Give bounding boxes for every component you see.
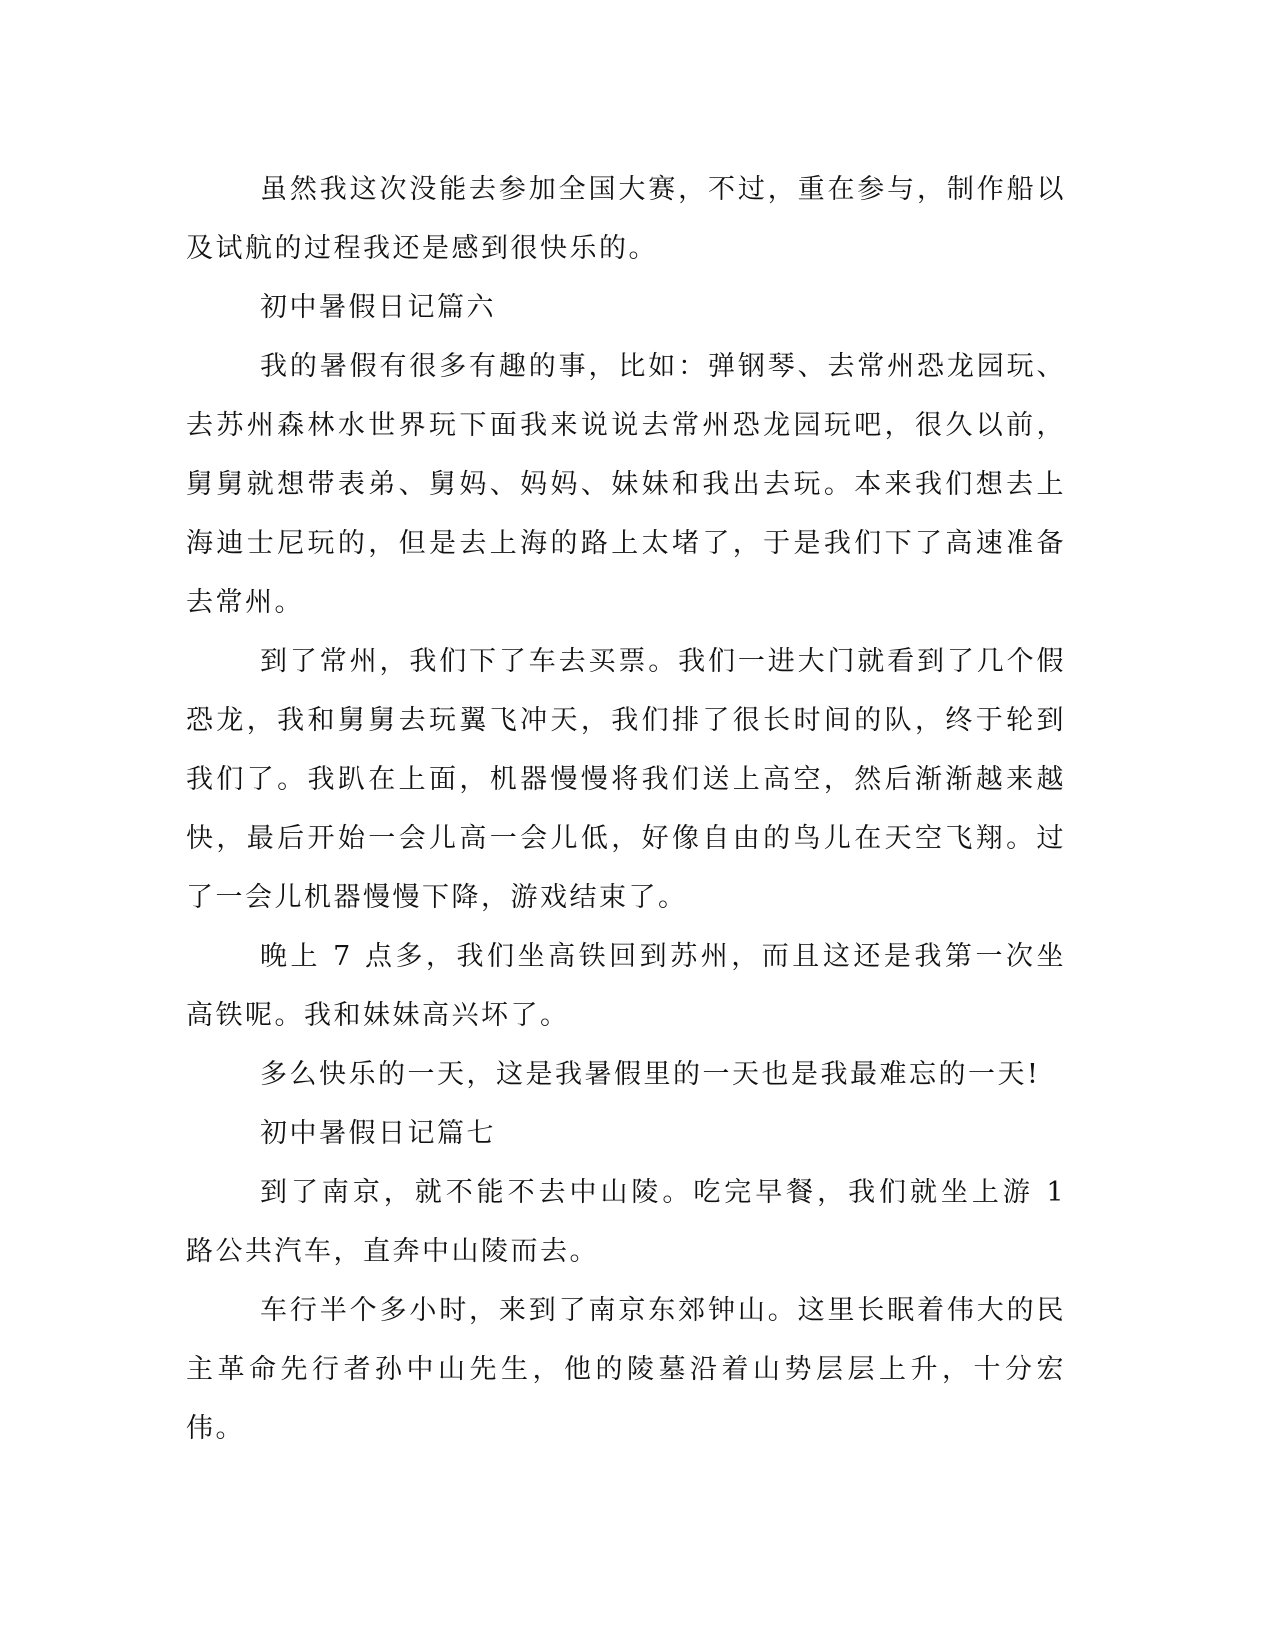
paragraph-zhongshan-mausoleum: 车行半个多小时，来到了南京东郊钟山。这里长眠着伟大的民主革命先行者孙中山先生，他的陵墓沿着山势层层上升，十分宏伟。 xyxy=(186,1295,1066,1444)
paragraph-nanjing-bus: 到了南京，就不能不去中山陵。吃完早餐，我们就坐上游 1 路公共汽车，直奔中山陵而去。 xyxy=(186,1177,1066,1267)
paragraph-changzhou-dinosaur-park: 到了常州，我们下了车去买票。我们一进大门就看到了几个假恐龙，我和舅舅去玩翼飞冲天，我们排了很长时间的队，终于轮到我们了。我趴在上面，机器慢慢将我们送上高空，然后渐渐越来越快，最后开始一会儿高一会儿低，好像自由的鸟儿在天空飞翔。过了一会儿机器慢慢下降，游戏结束了。 xyxy=(186,646,1066,913)
paragraph-happy-day: 多么快乐的一天，这是我暑假里的一天也是我最难忘的一天! xyxy=(260,1059,1041,1090)
section-heading-part-six: 初中暑假日记篇六 xyxy=(260,292,496,323)
section-heading-part-seven: 初中暑假日记篇七 xyxy=(260,1118,496,1149)
document-body xyxy=(186,160,1066,1458)
paragraph-competition-reflection: 虽然我这次没能去参加全国大赛，不过，重在参与，制作船以及试航的过程我还是感到很快乐的。 xyxy=(186,174,1066,264)
paragraph-summer-activities: 我的暑假有很多有趣的事，比如：弹钢琴、去常州恐龙园玩、去苏州森林水世界玩下面我来说说去常州恐龙园玩吧，很久以前，舅舅就想带表弟、舅妈、妈妈、妹妹和我出去玩。本来我们想去上海迪士尼玩的，但是去上海的路上太堵了，于是我们下了高速准备去常州。 xyxy=(186,351,1066,618)
paragraph-high-speed-rail: 晚上 7 点多，我们坐高铁回到苏州，而且这还是我第一次坐高铁呢。我和妹妹高兴坏了。 xyxy=(186,941,1066,1031)
